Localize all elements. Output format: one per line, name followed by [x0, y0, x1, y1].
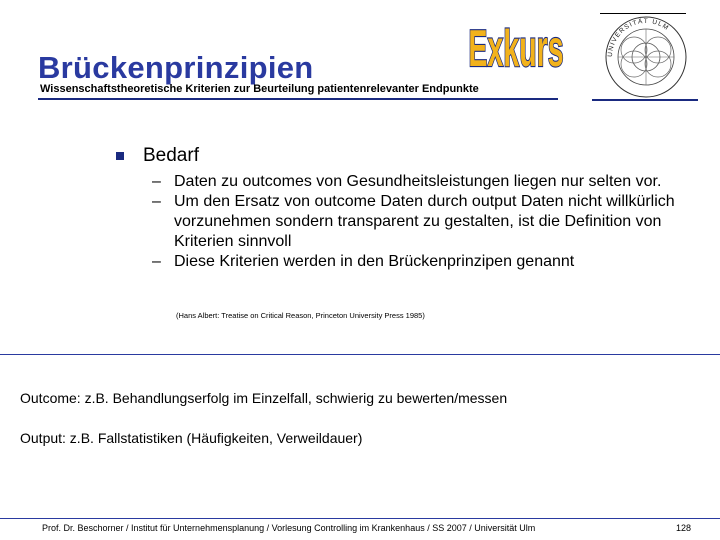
- sub-bullet-item: [152, 192, 712, 252]
- slide-title: Brückenprinzipien: [38, 50, 314, 85]
- sub-bullet-item: [152, 172, 712, 192]
- outcome-definition: Outcome: z.B. Behandlungserfolg im Einzelfall, schwierig zu bewerten/messen: [20, 390, 508, 406]
- page-number: 128: [676, 523, 692, 533]
- sub-bullet-text: Diese Kriterien werden in den Brückenprinzipen genannt: [174, 253, 575, 270]
- slide-subtitle: Wissenschaftstheoretische Kriterien zur Beurteilung patientenrelevanter Endpunkte: [40, 83, 479, 95]
- sub-bullet-list: [152, 172, 712, 272]
- footer-text: Prof. Dr. Beschorner / Institut für Unternehmensplanung / Vorlesung Controlling im Krankenhaus / SS 2007 / Universität Ulm: [42, 523, 536, 533]
- title-divider: [38, 98, 558, 100]
- logo-bottom-rule: [592, 99, 698, 101]
- exkurs-badge: [464, 17, 568, 73]
- sub-bullet-text: Daten zu outcomes von Gesundheitsleistungen liegen nur selten vor.: [174, 173, 662, 190]
- dash-icon: –: [152, 173, 161, 190]
- dash-icon: –: [152, 193, 161, 210]
- university-seal-icon: [592, 12, 700, 102]
- exkurs-badge-text: Exkurs: [468, 18, 564, 73]
- dash-icon: –: [152, 253, 161, 270]
- sub-bullet-item: [152, 252, 712, 272]
- bullet-square-icon: [116, 152, 124, 160]
- footer-divider: [0, 518, 720, 519]
- section-divider: [0, 354, 720, 355]
- output-definition: Output: z.B. Fallstatistiken (Häufigkeiten, Verweildauer): [20, 430, 363, 446]
- sub-bullet-text: Um den Ersatz von outcome Daten durch output Daten nicht willkürlich vorzunehmen sondern transparent zu gestalten, ist die Definition von Kriterien sinnvoll: [174, 193, 675, 250]
- seal-text: UNIVERSITÄT ULM: [606, 17, 671, 58]
- bullet-bedarf: Bedarf: [143, 145, 199, 166]
- citation: (Hans Albert: Treatise on Critical Reason, Princeton University Press 1985): [176, 311, 425, 320]
